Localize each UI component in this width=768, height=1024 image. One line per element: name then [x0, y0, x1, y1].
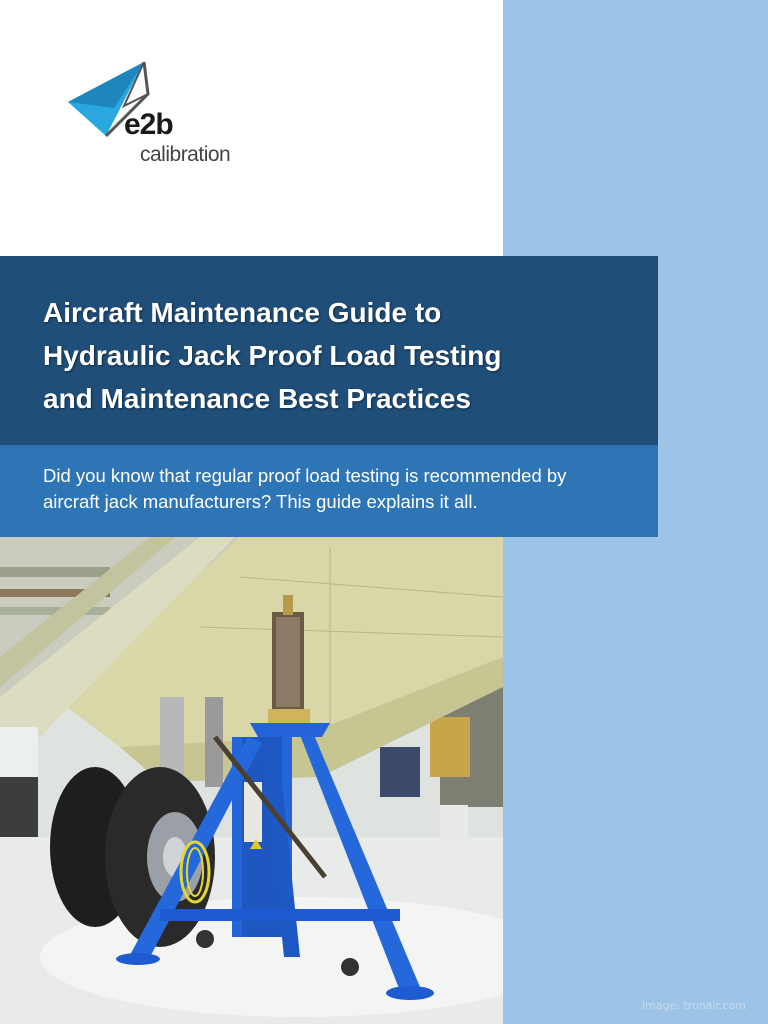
page-title	[43, 291, 643, 420]
title-line-2: Hydraulic Jack Proof Load Testing	[43, 340, 502, 371]
intro-line-1: Did you know that regular proof load testing is recommended by	[43, 465, 567, 486]
title-line-3: and Maintenance Best Practices	[43, 383, 471, 414]
cover-photo	[0, 537, 503, 1024]
hangar-scene	[0, 537, 503, 1024]
e2b-logo	[62, 56, 262, 176]
intro-line-2: aircraft jack manufacturers? This guide explains it all.	[43, 491, 478, 512]
logo-wordmark: e2b	[124, 108, 173, 141]
title-line-1: Aircraft Maintenance Guide to	[43, 297, 442, 328]
logo-subtitle: calibration	[140, 143, 231, 166]
intro-text	[43, 463, 643, 515]
image-credit: Image: tronair.com	[641, 999, 746, 1012]
